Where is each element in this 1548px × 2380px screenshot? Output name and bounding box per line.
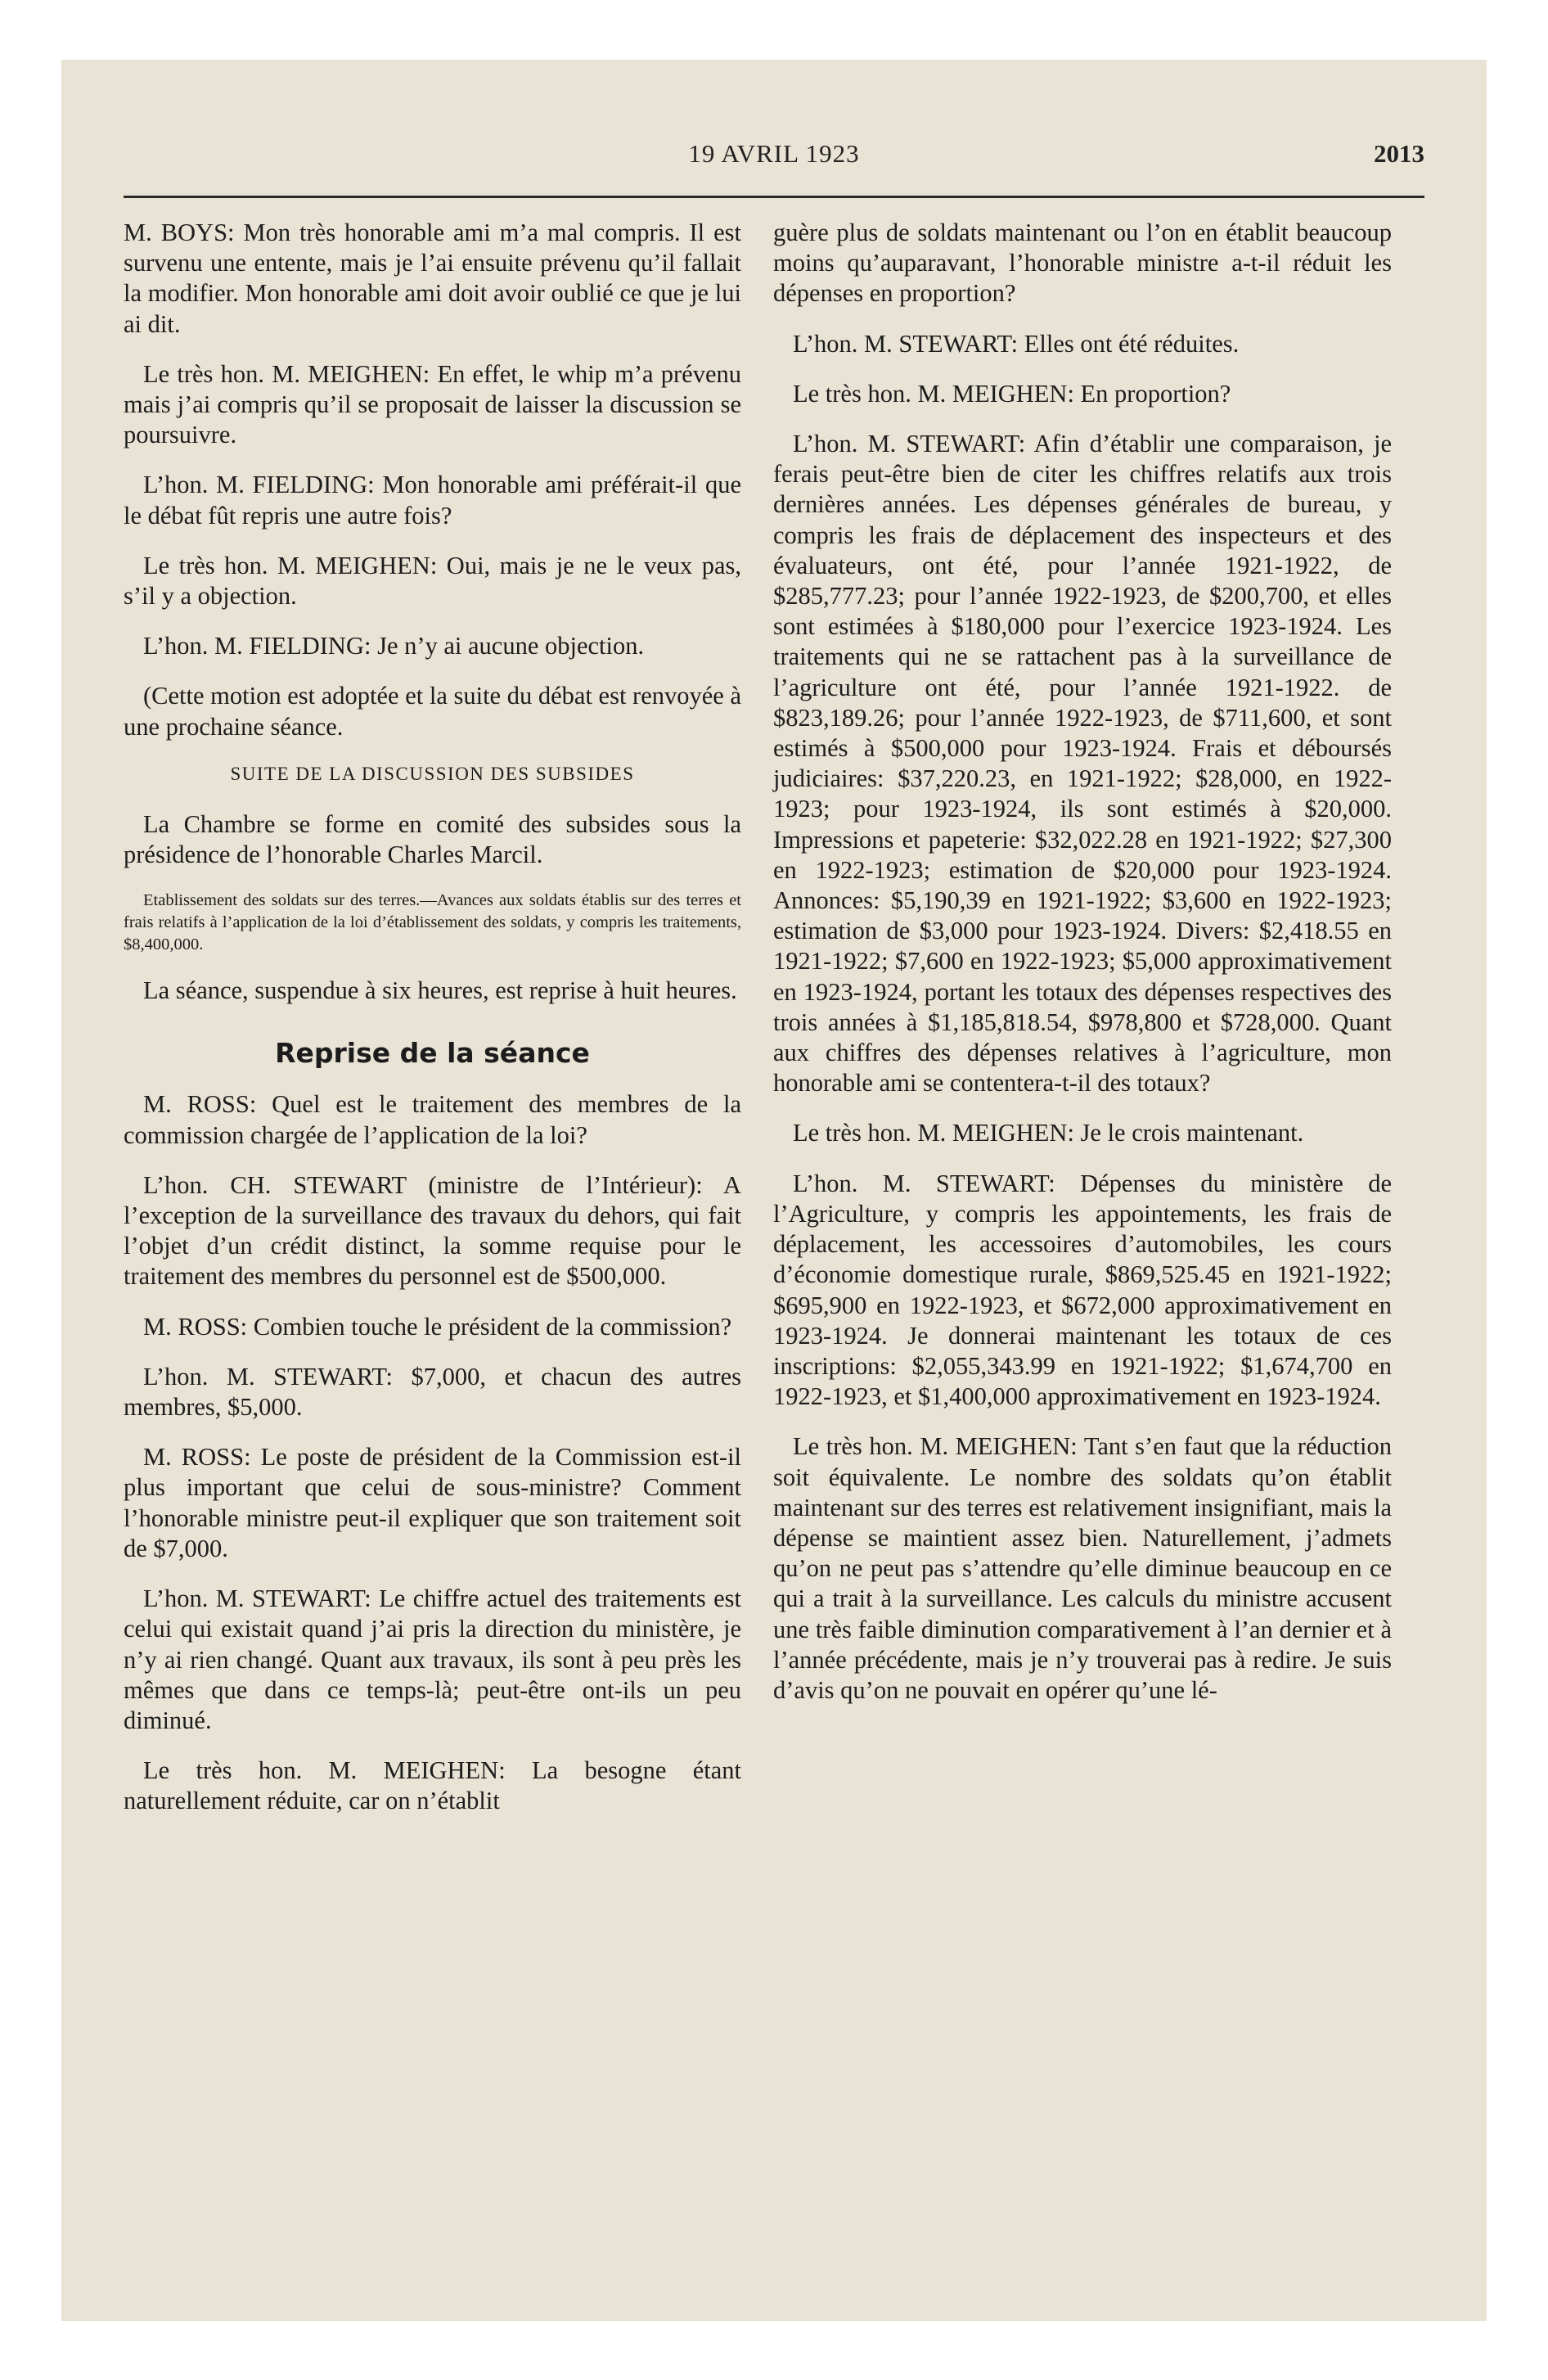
paragraph: L’hon. M. STEWART: Afin d’établir une comparaison, je ferais peut-être bien de citer les chiffres relatifs aux trois dernières années. Les dépenses générales de bureau, y compris les frais de déplacement des inspecteurs et des évaluateurs, ont été, pour l’année 1921-1922, de $285,777.23; pour l’année 1922-1923, de $200,700, et elles sont estimées à $180,000 pour l’exercice 1923-1924. Les traitements qui ne se rattachent pas à la surveillance de l’agriculture ont été, pour l’année 1921-1922. de $823,189.26; pour l’année 1922-1923, de $711,600, et sont estimés à $500,000 pour 1923-1924. Frais et déboursés judiciaires: $37,220.23, en 1921-1922; $28,000, en 1922-1923; pour 1923-1924, ils sont estimés à $20,000. Impressions et papeterie: $32,022.28 en 1921-1922; $27,300 en 1922-1923; estimation de $20,000 pour 1923-1924. Annonces: $5,190,39 en 1921-1922; $3,600 en 1922-1923; estimation de $3,000 pour 1923-1924. Divers: $2,418.55 en 1921-1922; $7,600 en 1922-1923; $5,000 approximativement en 1923-1924, portant les totaux des dépenses respectives des trois années à $1,185,818.54, $978,800 et $728,000. Quant aux chiffres des dépenses relatives à l’agriculture, mon honorable ami se contentera-t-il des totaux? <box>773 430 1392 1098</box>
paragraph: L’hon. M. FIELDING: Je n’y ai aucune objection. <box>143 632 645 660</box>
header-date: 19 AVRIL 1923 <box>688 139 860 168</box>
paragraph: M. ROSS: Quel est le traitement des membres de la commission chargée de l’application de la loi? <box>124 1090 741 1149</box>
paragraph: L’hon. CH. STEWART (ministre de l’Intérieur): A l’exception de la surveillance des travaux du dehors, qui fait l’objet d’un crédit distinct, la somme requise pour le traitement des membres du personnel est de $500,000. <box>124 1170 741 1291</box>
header-rule <box>124 196 1424 198</box>
section-heading-subsides: SUITE DE LA DISCUSSION DES SUBSIDES <box>230 763 635 784</box>
page-header <box>124 139 1424 177</box>
paragraph: Le très hon. M. MEIGHEN: Oui, mais je ne le veux pas, s’il y a objection. <box>124 551 741 611</box>
right-column <box>773 218 1392 1725</box>
paragraph: M. BOYS: Mon très honorable ami m’a mal compris. Il est survenu une entente, mais je l’ai ensuite prévenu qu’il fallait la modifier. Mon honorable ami doit avoir oublié ce que je lui ai dit. <box>124 219 741 338</box>
paragraph: M. ROSS: Combien touche le président de la commission? <box>143 1312 732 1341</box>
page-number: 2013 <box>1374 139 1424 168</box>
budget-item: Etablissement des soldats sur des terres.—Avances aux soldats établis sur des terres et frais relatifs à l’application de la loi d’établissement des soldats, y compris les traitements, $8,400,000. <box>124 891 741 954</box>
paragraph: La Chambre se forme en comité des subsides sous la présidence de l’honorable Charles Marcil. <box>124 809 741 869</box>
paragraph: Le très hon. M. MEIGHEN: En proportion? <box>793 379 1231 408</box>
section-heading-reprise: Reprise de la séance <box>275 1037 590 1070</box>
paragraph: L’hon. M. FIELDING: Mon honorable ami préférait-il que le débat fût repris une autre fois? <box>124 471 741 530</box>
left-column <box>124 218 741 1837</box>
paragraph: Le très hon. M. MEIGHEN: Tant s’en faut que la réduction soit équivalente. Le nombre des soldats qu’on établit maintenant sur des terres est relativement insignifiant, mais la dépense se maintient assez bien. Naturellement, j’admets qu’on ne peut pas s’attendre qu’elle diminue beaucoup en ce qui a trait à la surveillance. Les calculs du ministre accusent une très faible diminution comparativement à l’an dernier et à l’année précédente, mais je n’y trouverai pas à redire. Je suis d’avis qu’on ne pouvait en opérer qu’une lé- <box>773 1432 1392 1704</box>
paragraph: Le très hon. M. MEIGHEN: La besogne étant naturellement réduite, car on n’établit <box>124 1756 741 1815</box>
paragraph: L’hon. M. STEWART: Dépenses du ministère de l’Agriculture, y compris les appointements, les frais de déplacement, les accessoires d’automobiles, les cours d’économie domestique rurale, $869,525.45 en 1921-1922; $695,900 en 1922-1923, et $672,000 approximativement en 1923-1924. Je donnerai maintenant les totaux de ces inscriptions: $2,055,343.99 en 1921-1922; $1,674,700 en 1922-1923, et $1,400,000 approximativement en 1923-1924. <box>773 1169 1392 1411</box>
paragraph: Le très hon. M. MEIGHEN: En effet, le whip m’a prévenu mais j’ai compris qu’il se proposait de laisser la discussion se poursuivre. <box>124 359 741 449</box>
paragraph: (Cette motion est adoptée et la suite du débat est renvoyée à une prochaine séance. <box>124 682 741 741</box>
paragraph: L’hon. M. STEWART: $7,000, et chacun des autres membres, $5,000. <box>124 1362 741 1422</box>
paragraph: La séance, suspendue à six heures, est reprise à huit heures. <box>143 976 737 1005</box>
paragraph: M. ROSS: Le poste de président de la Commission est-il plus important que celui de sous-ministre? Comment l’honorable ministre peut-il expliquer que son traitement soit de $7,000. <box>124 1443 741 1562</box>
paragraph: guère plus de soldats maintenant ou l’on en établit beaucoup moins qu’auparavant, l’honorable ministre a-t-il réduit les dépenses en proportion? <box>773 219 1392 308</box>
paragraph: Le très hon. M. MEIGHEN: Je le crois maintenant. <box>793 1119 1304 1147</box>
paragraph: L’hon. M. STEWART: Elles ont été réduites. <box>793 329 1240 358</box>
paragraph: L’hon. M. STEWART: Le chiffre actuel des traitements est celui qui existait quand j’ai pris la direction du ministère, je n’y ai rien changé. Quant aux travaux, ils sont à peu près les mêmes que dans ce temps-là; peut-être ont-ils un peu diminué. <box>124 1584 741 1734</box>
